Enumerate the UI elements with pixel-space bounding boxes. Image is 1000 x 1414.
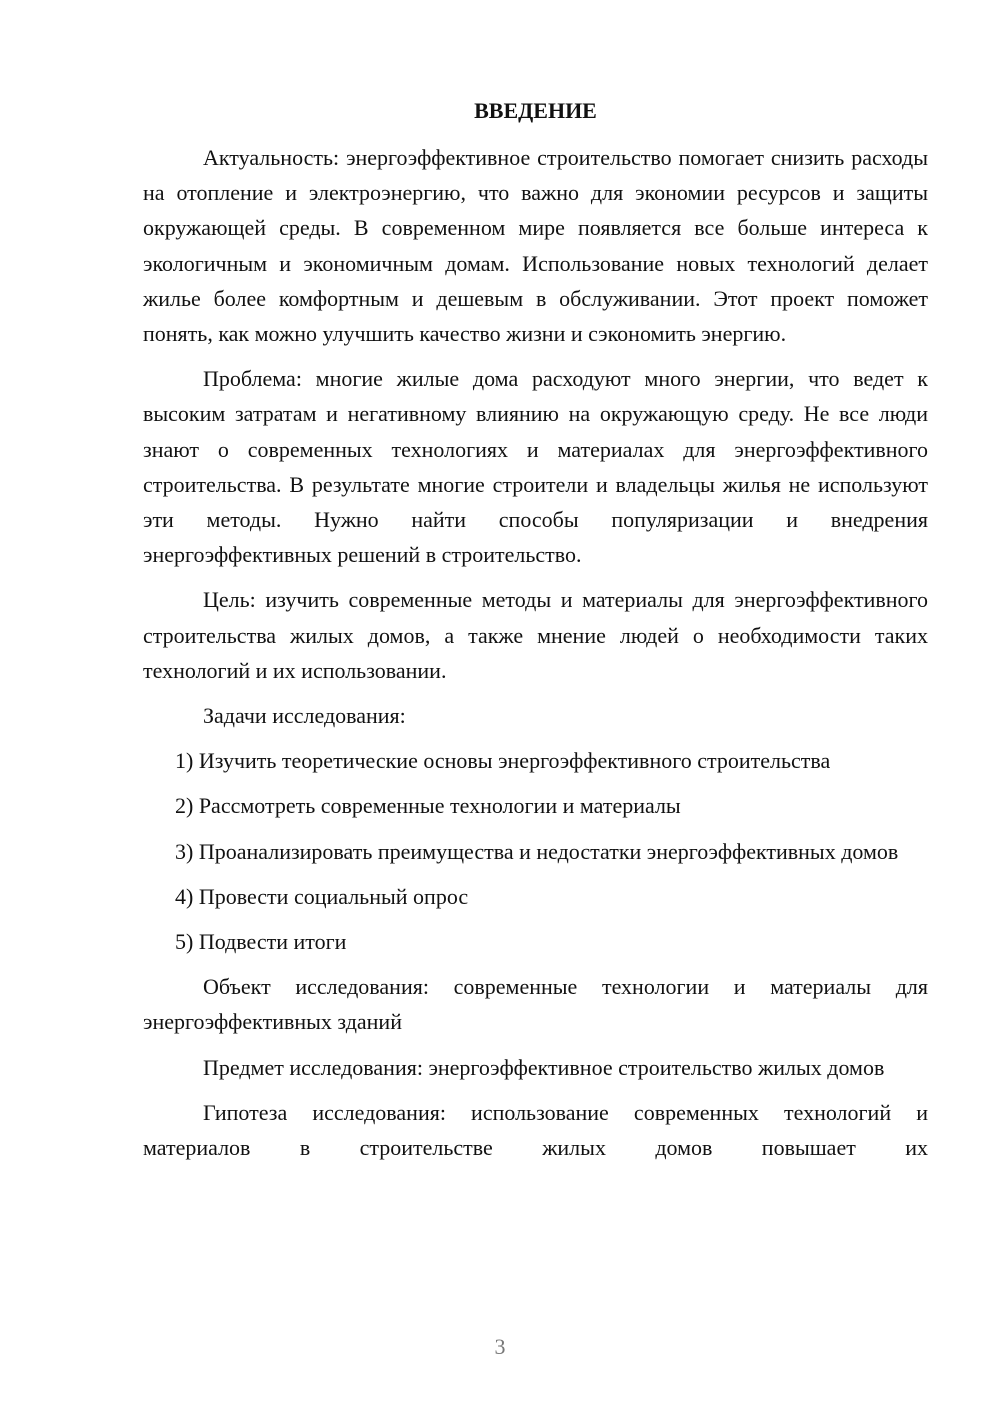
task-item-2: 2) Рассмотреть современные технологии и материалы [175,793,681,819]
object-paragraph: Объект исследования: современные технологии и материалы для энергоэффективных зданий [143,974,928,1035]
task-item-5: 5) Подвести итоги [175,929,347,955]
relevance-paragraph: Актуальность: энергоэффективное строительство помогает снизить расходы на отопление и электроэнергию, что важно для экономии ресурсов и защиты окружающей среды. В современном мире появляется все больше интереса к экологичным и экономичным домам. Использование новых технологий делает жилье более комфортным и дешевым в обслуживании. Этот проект поможет понять, как можно улучшить качество жизни и сэкономить энергию. [143,145,928,347]
page-content [143,96,928,1175]
task-item-4: 4) Провести социальный опрос [175,883,469,909]
task-item-3: 3) Проанализировать преимущества и недостатки энергоэффективных домов [175,838,899,864]
task-item-1: 1) Изучить теоретические основы энергоэффективного строительства [175,748,831,774]
subject-paragraph: Предмет исследования: энергоэффективное строительство жилых домов [203,1054,885,1080]
goal-paragraph: Цель: изучить современные методы и материалы для энергоэффективного строительства жилых домов, а также мнение людей о необходимости таких технологий и их использовании. [143,587,928,683]
problem-paragraph: Проблема: многие жилые дома расходуют много энергии, что ведет к высоким затратам и негативному влиянию на окружающую среду. Не все люди знают о современных технологиях и материалах для энергоэффективного строительства. В результате многие строители и владельцы жилья не используют эти методы. Нужно найти способы популяризации и внедрения энергоэффективных решений в строительство. [143,366,928,568]
page-title: ВВЕДЕНИЕ [474,98,597,123]
hypothesis-paragraph: Гипотеза исследования: использование современных технологий и материалов в строительстве жилых домов повышает их [143,1099,928,1161]
page-number: 3 [494,1334,506,1359]
tasks-heading: Задачи исследования: [203,703,406,729]
